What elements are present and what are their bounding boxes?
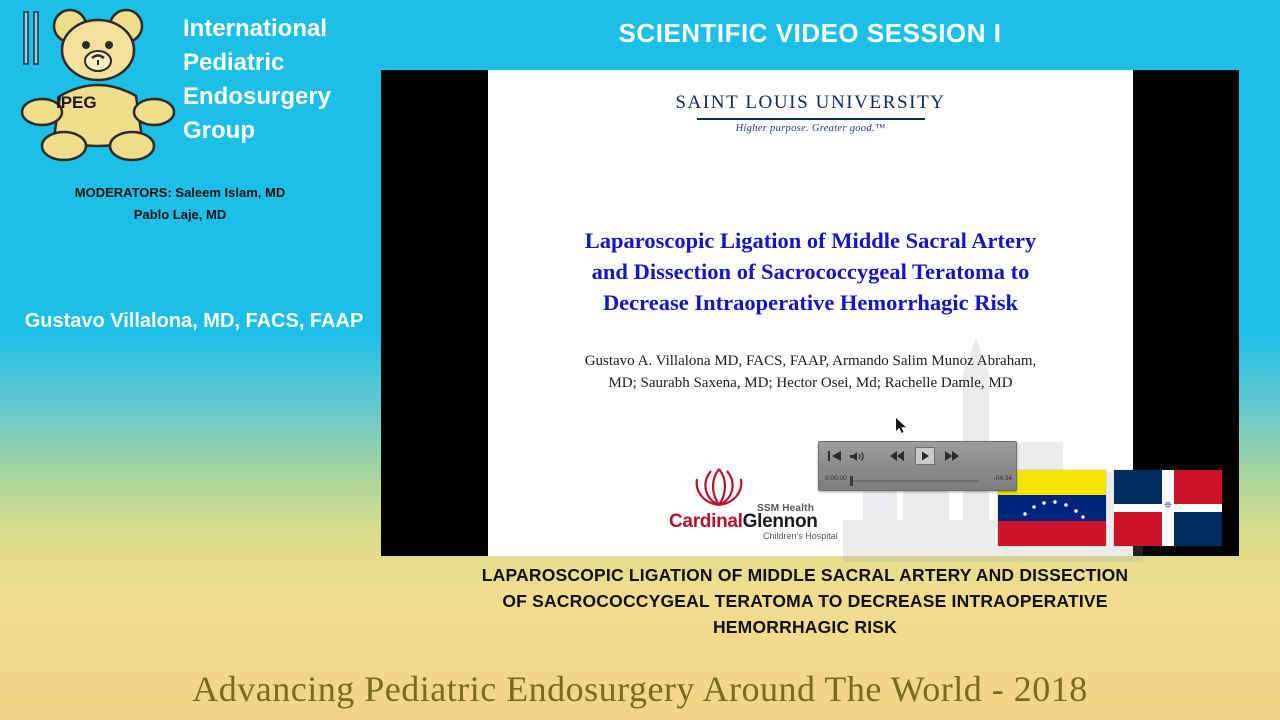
slide-title-line-2: and Dissection of Sacrococcygeal Teratoma to <box>591 259 1030 284</box>
mouse-cursor-icon <box>896 418 907 434</box>
venezuela-stars <box>1017 498 1087 520</box>
org-line-3: Endosurgery <box>183 83 332 110</box>
org-name <box>183 12 331 148</box>
footer-tagline: Advancing Pediatric Endosurgery Around The World - 2018 <box>192 669 1088 709</box>
volume-icon[interactable] <box>849 451 865 465</box>
university-name: SAINT LOUIS UNIVERSITY <box>675 92 946 113</box>
session-title: SCIENTIFIC VIDEO SESSION I <box>618 18 1002 48</box>
duration-label: -04:34 <box>993 475 1012 482</box>
presenter-name: Gustavo Villalona, MD, FACS, FAAP <box>24 310 364 332</box>
slide-title <box>516 225 1105 318</box>
video-player-area[interactable] <box>381 70 1239 556</box>
moderators-line-1: MODERATORS: Saleem Islam, MD <box>74 185 286 200</box>
university-tagline: Higher purpose. Greater good.™ <box>735 123 886 134</box>
dominican-republic-flag-icon <box>1114 470 1222 546</box>
logo-divider <box>697 118 925 120</box>
saint-louis-university-logo <box>488 92 1133 134</box>
video-controls-overlay[interactable] <box>818 441 1017 491</box>
seek-track[interactable] <box>851 480 979 482</box>
svg-text:IPEG: IPEG <box>56 93 97 112</box>
ipeg-logo <box>8 4 178 164</box>
play-button[interactable] <box>914 447 936 467</box>
current-time-label: 0:00:00 <box>825 475 847 482</box>
fast-forward-button[interactable] <box>944 451 960 465</box>
skip-to-start-button[interactable] <box>827 451 843 465</box>
presentation-slide <box>488 70 1172 556</box>
flag-seal-icon: ❊ <box>1164 500 1172 510</box>
slide-authors <box>528 350 1093 394</box>
rewind-button[interactable] <box>889 451 905 465</box>
player-button-row <box>819 446 1018 470</box>
seek-bar-row[interactable] <box>825 471 1012 485</box>
cardinal-glennon-wordmark <box>669 511 818 533</box>
childrens-hospital-label: Children's Hospital <box>763 531 838 541</box>
glennon-word: Glennon <box>742 511 818 532</box>
slide-authors-line-2: MD; Saurabh Saxena, MD; Hector Osei, Md; Rachelle Damle, MD <box>608 375 1013 391</box>
slide-authors-line-1: Gustavo A. Villalona MD, FACS, FAAP, Armando Salim Munoz Abraham, <box>584 353 1037 369</box>
cardinal-word: Cardinal <box>669 511 743 532</box>
caption-line-2: OF SACROCOCCYGEAL TERATOMA TO DECREASE INTRAOPERATIVE <box>502 591 1108 611</box>
moderators <box>10 182 350 226</box>
flags-group <box>998 470 1228 560</box>
ipeg-bear-icon <box>8 4 178 164</box>
cardinal-glennon-logo <box>663 465 843 545</box>
ssm-health-label: SSM Health <box>757 503 815 514</box>
org-line-4: Group <box>183 117 255 144</box>
starburst-icon <box>691 465 747 507</box>
seek-handle[interactable] <box>850 476 853 486</box>
slide-title-line-1: Laparoscopic Ligation of Middle Sacral Artery <box>584 228 1037 253</box>
org-line-2: Pediatric <box>183 49 285 76</box>
caption-line-3: HEMORRHAGIC RISK <box>712 617 898 637</box>
moderators-line-2: Pablo Laje, MD <box>133 207 227 222</box>
video-caption <box>330 562 1280 640</box>
org-line-1: International <box>183 15 328 42</box>
caption-line-1: LAPAROSCOPIC LIGATION OF MIDDLE SACRAL ARTERY AND DISSECTION <box>481 565 1129 585</box>
slide-title-line-3: Decrease Intraoperative Hemorrhagic Risk <box>602 290 1019 315</box>
